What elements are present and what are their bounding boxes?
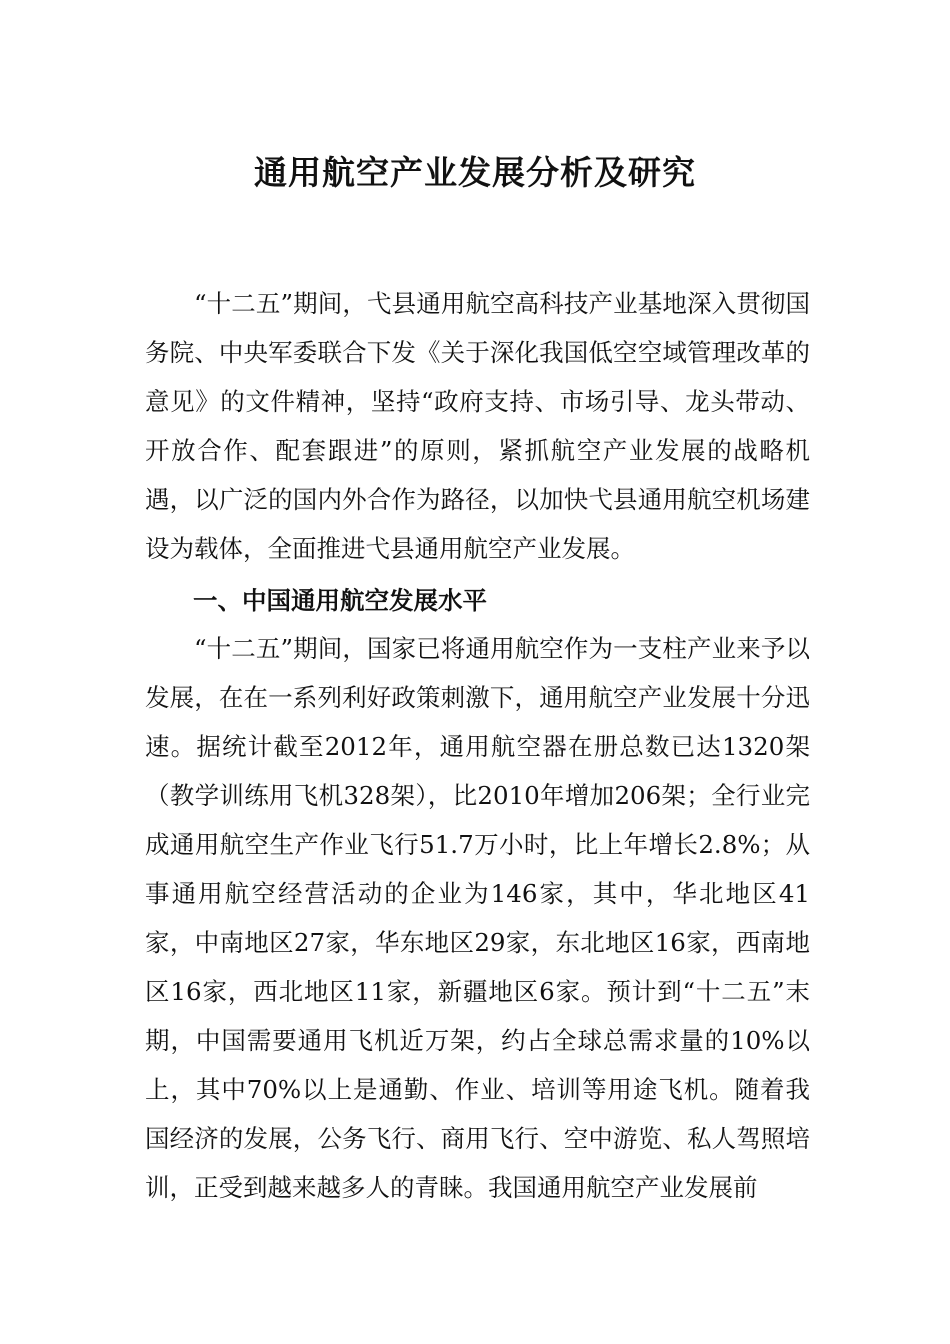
section-paragraph: “十二五”期间，国家已将通用航空作为一支柱产业来予以发展，在在一系列利好政策刺激下，通用航空产业发展十分迅速。据统计截至2012年，通用航空器在册总数已达1320架（教学训练用飞机328架），比2010年增加206架；全行业完成通用航空生产作业飞行51.7万小时，比上年增长2.8%；从事通用航空经营活动的企业为146家，其中，华北地区41家，中南地区27家，华东地区29家，东北地区16家，西南地区16家，西北地区11家，新疆地区6家。预计到“十二五”末期，中国需要通用飞机近万架，约占全球总需求量的10%以上，其中70%以上是通勤、作业、培训等用途飞机。随着我国经济的发展，公务飞行、商用飞行、空中游览、私人驾照培训，正受到越来越多人的青睐。我国通用航空产业发展前	[145, 634, 810, 1202]
intro-paragraph: “十二五”期间，弋县通用航空高科技产业基地深入贯彻国务院、中央军委联合下发《关于深化我国低空空域管理改革的意见》的文件精神，坚持“政府支持、市场引导、龙头带动、开放合作、配套跟进”的原则，紧抓航空产业发展的战略机遇，以广泛的国内外合作为路径，以加快弋县通用航空机场建设为载体，全面推进弋县通用航空产业发展。	[145, 289, 810, 563]
section-heading: 一、中国通用航空发展水平	[193, 586, 487, 615]
document-title: 通用航空产业发展分析及研究	[254, 153, 696, 193]
